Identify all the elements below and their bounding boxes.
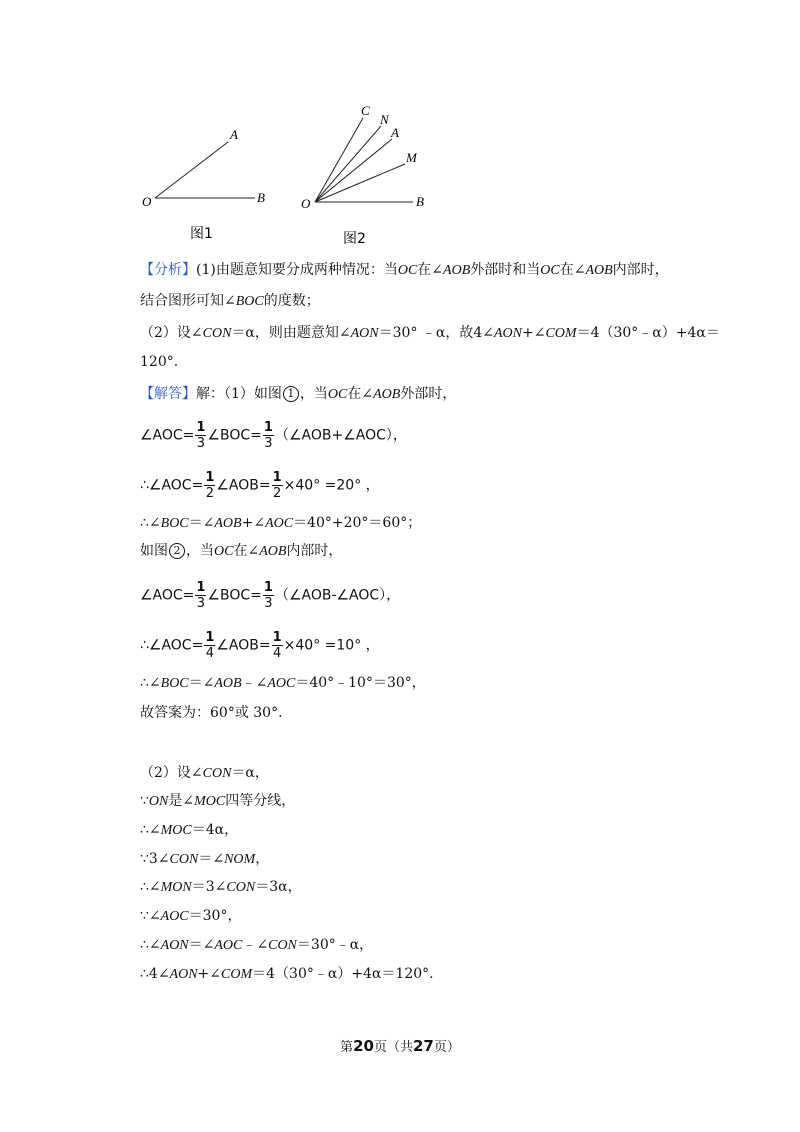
circled-number-1: 1 — [283, 386, 299, 402]
solution-line-6: ∴∠BOC＝∠AOB﹣∠AOC＝40°﹣10°＝30°， — [140, 675, 426, 691]
equation-3: ∠AOC= $\frac{1}{3}$ ∠BOC= $\frac{1}{3}$ （∠AOB-∠AOC）， — [140, 580, 401, 611]
fraction-one-quarter: $\frac{1}{4}$ — [272, 630, 282, 661]
part2-line-5: ∴∠MON＝3∠CON＝3α， — [140, 879, 302, 895]
part2-line-4: ∵3∠CON＝∠NOM， — [140, 851, 270, 867]
solution-line-4: 如图 2 ，当OC在∠AOB内部时， — [140, 543, 343, 559]
analysis-tag: 【分析】 — [140, 262, 196, 278]
page-footer: 第20页（共27页） — [340, 1037, 460, 1055]
fraction-one-third: $\frac{1}{3}$ — [196, 580, 206, 611]
part2-line-8: ∴4∠AON+∠COM＝4（30°﹣α）+4α＝120°. — [140, 966, 434, 982]
label-m: M — [406, 150, 417, 165]
label-a: A — [391, 125, 399, 140]
equation-4: ∴∠AOC= $\frac{1}{4}$ ∠AOB= $\frac{1}{4}$ ×40° =10° ， — [140, 630, 380, 661]
part2-line-6: ∵∠AOC＝30°， — [140, 908, 242, 924]
page-total: 27 — [413, 1037, 434, 1055]
label-o: O — [142, 194, 152, 209]
figure-1 — [130, 120, 280, 245]
ray-oc — [315, 118, 363, 202]
part2-line-2: ∵ON是∠MOC四等分线， — [140, 793, 296, 809]
fraction-one-half: $\frac{1}{2}$ — [205, 470, 215, 501]
circled-number-2: 2 — [169, 543, 185, 559]
equation-1: ∠AOC= $\frac{1}{3}$ ∠BOC= $\frac{1}{3}$ （∠AOB+∠AOC）， — [140, 420, 407, 451]
ray-om — [315, 164, 405, 202]
label-n: N — [380, 112, 389, 127]
solution-line-7: 故答案为：60°或 30°. — [140, 705, 283, 721]
figure-1-caption: 图1 — [190, 226, 213, 242]
solution-line-3: ∴∠BOC＝∠AOB+∠AOC＝40°+20°＝60°； — [140, 515, 422, 531]
label-c: C — [361, 103, 370, 118]
part2-line-3: ∴∠MOC＝4α， — [140, 822, 239, 838]
analysis-line-2: 结合图形可知∠BOC的度数； — [140, 293, 320, 309]
label-b: B — [257, 190, 265, 205]
label-o: O — [301, 196, 311, 211]
solution-line-1: 【解答】解：（1）如图 1 ，当OC在∠AOB外部时， — [140, 386, 457, 402]
ray-oa — [155, 142, 228, 198]
part2-line-1: （2）设∠CON＝α， — [140, 765, 269, 781]
figure-2-caption: 图2 — [343, 231, 366, 247]
fraction-one-quarter: $\frac{1}{4}$ — [205, 630, 215, 661]
ray-on — [315, 126, 381, 202]
page-number: 20 — [353, 1037, 374, 1055]
equation-2: ∴∠AOC= $\frac{1}{2}$ ∠AOB= $\frac{1}{2}$ ×40° =20° ， — [140, 470, 380, 501]
figure-2 — [295, 100, 445, 250]
fraction-one-third: $\frac{1}{3}$ — [263, 580, 273, 611]
part2-line-7: ∴∠AON＝∠AOC﹣∠CON＝30°﹣α， — [140, 937, 374, 953]
analysis-line-4: 120°. — [140, 354, 179, 370]
fraction-one-third: $\frac{1}{3}$ — [196, 420, 206, 451]
label-b: B — [416, 194, 424, 209]
analysis-line-1: 【分析】(1)由题意知要分成两种情况：当OC在∠AOB外部时和当OC在∠AOB内部时， — [140, 262, 669, 278]
ray-oa — [315, 139, 392, 202]
analysis-line-3: （2）设∠CON＝α，则由题意知∠AON＝30° ﹣α，故4∠AON+∠COM＝4（30°﹣α）+4α＝ — [140, 325, 720, 341]
fraction-one-third: $\frac{1}{3}$ — [263, 420, 273, 451]
fraction-one-half: $\frac{1}{2}$ — [272, 470, 282, 501]
solution-tag: 【解答】 — [140, 386, 196, 402]
label-a: A — [230, 127, 238, 142]
